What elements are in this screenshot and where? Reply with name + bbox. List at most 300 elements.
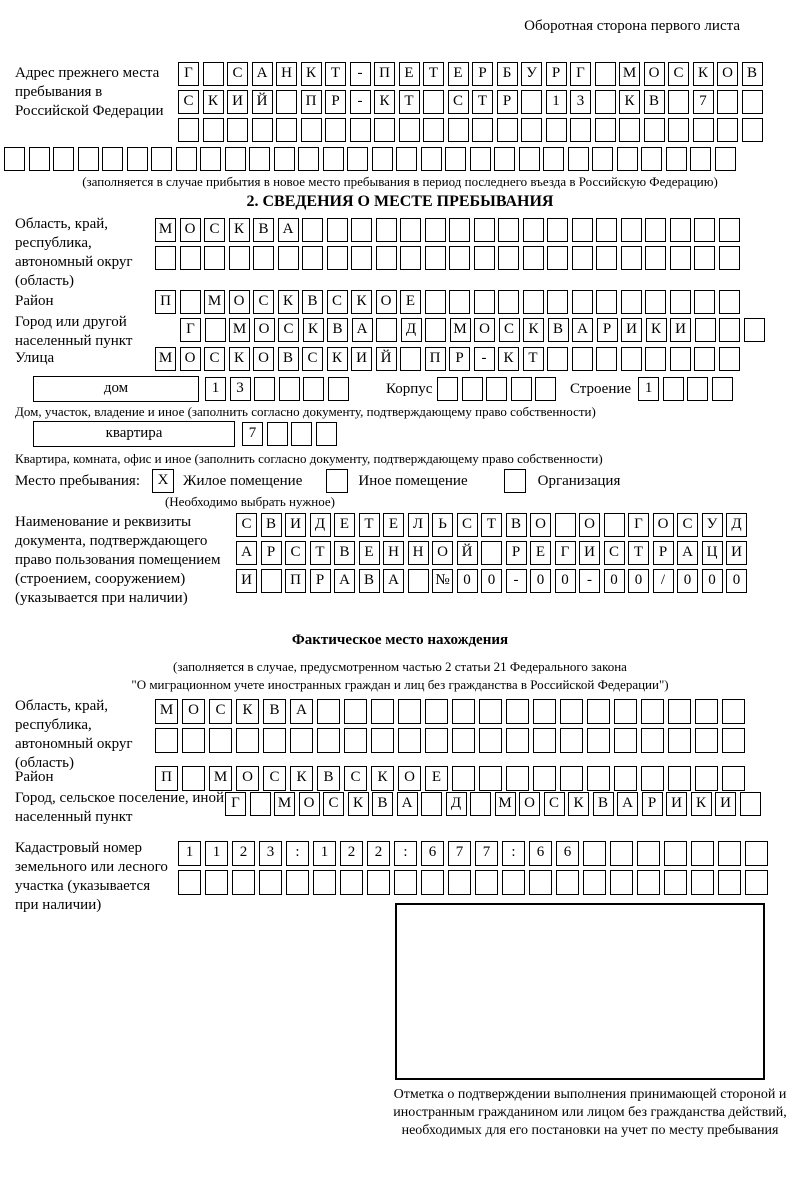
- char-cell[interactable]: [691, 870, 714, 895]
- char-cell[interactable]: В: [278, 347, 299, 371]
- char-cell[interactable]: 1: [313, 841, 336, 866]
- char-cell[interactable]: Р: [653, 541, 674, 565]
- char-cell[interactable]: [448, 870, 471, 895]
- char-cell[interactable]: [572, 347, 593, 371]
- char-cell[interactable]: [317, 728, 340, 753]
- char-cell[interactable]: П: [155, 766, 178, 791]
- char-cell[interactable]: [481, 541, 502, 565]
- char-cell[interactable]: П: [285, 569, 306, 593]
- char-cell[interactable]: О: [717, 62, 738, 86]
- char-cell[interactable]: [448, 118, 469, 142]
- char-cell[interactable]: [498, 218, 519, 242]
- char-cell[interactable]: [664, 870, 687, 895]
- char-cell[interactable]: [351, 246, 372, 270]
- char-cell[interactable]: [521, 90, 542, 114]
- char-cell[interactable]: [694, 290, 715, 314]
- char-cell[interactable]: О: [180, 218, 201, 242]
- char-cell[interactable]: [408, 569, 429, 593]
- char-cell[interactable]: [687, 377, 708, 401]
- char-cell[interactable]: С: [448, 90, 469, 114]
- char-cell[interactable]: О: [182, 699, 205, 724]
- char-cell[interactable]: :: [286, 841, 309, 866]
- char-cell[interactable]: [592, 147, 613, 171]
- char-cell[interactable]: 7: [475, 841, 498, 866]
- char-cell[interactable]: Е: [334, 513, 355, 537]
- char-cell[interactable]: [425, 218, 446, 242]
- char-cell[interactable]: Р: [472, 62, 493, 86]
- char-cell[interactable]: [151, 147, 172, 171]
- char-cell[interactable]: [596, 218, 617, 242]
- char-cell[interactable]: [344, 699, 367, 724]
- char-cell[interactable]: [506, 728, 529, 753]
- char-cell[interactable]: 2: [340, 841, 363, 866]
- char-cell[interactable]: И: [351, 347, 372, 371]
- char-cell[interactable]: [479, 766, 502, 791]
- char-cell[interactable]: [437, 377, 458, 401]
- char-cell[interactable]: [533, 766, 556, 791]
- char-cell[interactable]: 3: [230, 377, 251, 401]
- char-cell[interactable]: [182, 728, 205, 753]
- char-cell[interactable]: [479, 699, 502, 724]
- char-cell[interactable]: [547, 246, 568, 270]
- char-cell[interactable]: [209, 728, 232, 753]
- char-cell[interactable]: [587, 766, 610, 791]
- char-cell[interactable]: [399, 118, 420, 142]
- char-cell[interactable]: К: [523, 318, 544, 342]
- char-cell[interactable]: С: [302, 347, 323, 371]
- char-cell[interactable]: М: [155, 347, 176, 371]
- char-cell[interactable]: [421, 147, 442, 171]
- char-cell[interactable]: [645, 290, 666, 314]
- char-cell[interactable]: [690, 147, 711, 171]
- char-cell[interactable]: 1: [546, 90, 567, 114]
- char-cell[interactable]: А: [252, 62, 273, 86]
- char-cell[interactable]: 0: [677, 569, 698, 593]
- char-cell[interactable]: [722, 728, 745, 753]
- char-cell[interactable]: [316, 422, 337, 446]
- char-cell[interactable]: К: [693, 62, 714, 86]
- char-cell[interactable]: П: [155, 290, 176, 314]
- char-cell[interactable]: [543, 147, 564, 171]
- char-cell[interactable]: С: [344, 766, 367, 791]
- char-cell[interactable]: [425, 246, 446, 270]
- char-cell[interactable]: Р: [642, 792, 663, 816]
- char-cell[interactable]: В: [263, 699, 286, 724]
- char-cell[interactable]: К: [351, 290, 372, 314]
- char-cell[interactable]: Д: [726, 513, 747, 537]
- char-cell[interactable]: [719, 347, 740, 371]
- char-cell[interactable]: Й: [376, 347, 397, 371]
- char-cell[interactable]: [286, 870, 309, 895]
- char-cell[interactable]: С: [227, 62, 248, 86]
- char-cell[interactable]: [614, 699, 637, 724]
- char-cell[interactable]: И: [715, 792, 736, 816]
- char-cell[interactable]: [506, 766, 529, 791]
- char-cell[interactable]: [425, 728, 448, 753]
- char-cell[interactable]: [719, 290, 740, 314]
- char-cell[interactable]: Г: [570, 62, 591, 86]
- char-cell[interactable]: [180, 246, 201, 270]
- char-cell[interactable]: М: [155, 699, 178, 724]
- char-cell[interactable]: [250, 792, 271, 816]
- char-cell[interactable]: [351, 218, 372, 242]
- char-cell[interactable]: Н: [276, 62, 297, 86]
- char-cell[interactable]: [595, 62, 616, 86]
- char-cell[interactable]: [302, 218, 323, 242]
- char-cell[interactable]: 0: [457, 569, 478, 593]
- char-cell[interactable]: К: [203, 90, 224, 114]
- char-cell[interactable]: 1: [178, 841, 201, 866]
- char-cell[interactable]: [596, 347, 617, 371]
- char-cell[interactable]: Й: [457, 541, 478, 565]
- char-cell[interactable]: К: [498, 347, 519, 371]
- char-cell[interactable]: 3: [570, 90, 591, 114]
- char-cell[interactable]: [449, 246, 470, 270]
- char-cell[interactable]: [452, 699, 475, 724]
- char-cell[interactable]: [290, 728, 313, 753]
- char-cell[interactable]: Е: [383, 513, 404, 537]
- char-cell[interactable]: М: [209, 766, 232, 791]
- char-cell[interactable]: [178, 118, 199, 142]
- char-cell[interactable]: [229, 246, 250, 270]
- char-cell[interactable]: [614, 766, 637, 791]
- char-cell[interactable]: О: [180, 347, 201, 371]
- char-cell[interactable]: [254, 377, 275, 401]
- char-cell[interactable]: [556, 870, 579, 895]
- char-cell[interactable]: [610, 841, 633, 866]
- char-cell[interactable]: [719, 318, 740, 342]
- char-cell[interactable]: [445, 147, 466, 171]
- char-cell[interactable]: К: [568, 792, 589, 816]
- char-cell[interactable]: С: [544, 792, 565, 816]
- char-cell[interactable]: Т: [523, 347, 544, 371]
- char-cell[interactable]: И: [670, 318, 691, 342]
- char-cell[interactable]: [400, 347, 421, 371]
- char-cell[interactable]: С: [263, 766, 286, 791]
- char-cell[interactable]: А: [236, 541, 257, 565]
- char-cell[interactable]: [227, 118, 248, 142]
- char-cell[interactable]: [523, 218, 544, 242]
- char-cell[interactable]: [449, 290, 470, 314]
- char-cell[interactable]: А: [334, 569, 355, 593]
- char-cell[interactable]: Е: [399, 62, 420, 86]
- char-cell[interactable]: 7: [242, 422, 263, 446]
- char-cell[interactable]: С: [285, 541, 306, 565]
- char-cell[interactable]: Г: [225, 792, 246, 816]
- char-cell[interactable]: К: [691, 792, 712, 816]
- char-cell[interactable]: И: [236, 569, 257, 593]
- char-cell[interactable]: О: [229, 290, 250, 314]
- char-cell[interactable]: [452, 766, 475, 791]
- char-cell[interactable]: [560, 699, 583, 724]
- char-cell[interactable]: [511, 377, 532, 401]
- char-cell[interactable]: [715, 147, 736, 171]
- char-cell[interactable]: [670, 347, 691, 371]
- char-cell[interactable]: [694, 218, 715, 242]
- char-cell[interactable]: Г: [555, 541, 576, 565]
- char-cell[interactable]: [301, 118, 322, 142]
- char-cell[interactable]: [425, 290, 446, 314]
- char-cell[interactable]: [249, 147, 270, 171]
- char-cell[interactable]: [717, 90, 738, 114]
- char-cell[interactable]: [394, 870, 417, 895]
- char-cell[interactable]: [694, 347, 715, 371]
- char-cell[interactable]: [621, 246, 642, 270]
- char-cell[interactable]: М: [155, 218, 176, 242]
- char-cell[interactable]: [425, 318, 446, 342]
- char-cell[interactable]: [498, 246, 519, 270]
- char-cell[interactable]: К: [646, 318, 667, 342]
- char-cell[interactable]: О: [254, 318, 275, 342]
- char-cell[interactable]: [205, 870, 228, 895]
- char-cell[interactable]: [252, 118, 273, 142]
- char-cell[interactable]: [695, 318, 716, 342]
- char-cell[interactable]: У: [521, 62, 542, 86]
- char-cell[interactable]: [619, 118, 640, 142]
- char-cell[interactable]: А: [290, 699, 313, 724]
- char-cell[interactable]: [641, 147, 662, 171]
- char-cell[interactable]: [668, 728, 691, 753]
- char-cell[interactable]: [472, 118, 493, 142]
- char-cell[interactable]: [570, 118, 591, 142]
- char-cell[interactable]: [182, 766, 205, 791]
- char-cell[interactable]: [641, 766, 664, 791]
- char-cell[interactable]: [740, 792, 761, 816]
- char-cell[interactable]: 0: [555, 569, 576, 593]
- char-cell[interactable]: Ь: [432, 513, 453, 537]
- char-cell[interactable]: Ц: [702, 541, 723, 565]
- char-cell[interactable]: В: [506, 513, 527, 537]
- char-cell[interactable]: [587, 699, 610, 724]
- char-cell[interactable]: [340, 870, 363, 895]
- char-cell[interactable]: [398, 699, 421, 724]
- char-cell[interactable]: К: [278, 290, 299, 314]
- char-cell[interactable]: [555, 513, 576, 537]
- char-cell[interactable]: [717, 118, 738, 142]
- char-cell[interactable]: [621, 218, 642, 242]
- char-cell[interactable]: [668, 699, 691, 724]
- char-cell[interactable]: 7: [448, 841, 471, 866]
- char-cell[interactable]: [502, 870, 525, 895]
- char-cell[interactable]: С: [178, 90, 199, 114]
- char-cell[interactable]: К: [290, 766, 313, 791]
- char-cell[interactable]: А: [397, 792, 418, 816]
- char-cell[interactable]: 6: [529, 841, 552, 866]
- char-cell[interactable]: Е: [359, 541, 380, 565]
- char-cell[interactable]: [261, 569, 282, 593]
- char-cell[interactable]: К: [229, 218, 250, 242]
- char-cell[interactable]: [670, 290, 691, 314]
- char-cell[interactable]: [621, 290, 642, 314]
- char-cell[interactable]: [470, 147, 491, 171]
- char-cell[interactable]: К: [374, 90, 395, 114]
- char-cell[interactable]: Л: [408, 513, 429, 537]
- char-cell[interactable]: [506, 699, 529, 724]
- char-cell[interactable]: Й: [252, 90, 273, 114]
- char-cell[interactable]: К: [619, 90, 640, 114]
- char-cell[interactable]: [155, 728, 178, 753]
- char-cell[interactable]: М: [619, 62, 640, 86]
- char-cell[interactable]: Б: [497, 62, 518, 86]
- char-cell[interactable]: [313, 870, 336, 895]
- char-cell[interactable]: [396, 147, 417, 171]
- char-cell[interactable]: С: [204, 347, 225, 371]
- char-cell[interactable]: -: [579, 569, 600, 593]
- char-cell[interactable]: В: [327, 318, 348, 342]
- char-cell[interactable]: [547, 347, 568, 371]
- char-cell[interactable]: [155, 246, 176, 270]
- char-cell[interactable]: [470, 792, 491, 816]
- char-cell[interactable]: М: [495, 792, 516, 816]
- char-cell[interactable]: С: [204, 218, 225, 242]
- char-cell[interactable]: 0: [726, 569, 747, 593]
- char-cell[interactable]: [742, 118, 763, 142]
- char-cell[interactable]: В: [261, 513, 282, 537]
- char-cell[interactable]: 1: [205, 841, 228, 866]
- char-cell[interactable]: [668, 118, 689, 142]
- char-cell[interactable]: П: [425, 347, 446, 371]
- char-cell[interactable]: Е: [530, 541, 551, 565]
- char-cell[interactable]: П: [374, 62, 395, 86]
- char-cell[interactable]: [498, 290, 519, 314]
- char-cell[interactable]: 0: [481, 569, 502, 593]
- char-cell[interactable]: С: [236, 513, 257, 537]
- char-cell[interactable]: [486, 377, 507, 401]
- char-cell[interactable]: Т: [359, 513, 380, 537]
- char-cell[interactable]: О: [253, 347, 274, 371]
- char-cell[interactable]: С: [209, 699, 232, 724]
- char-cell[interactable]: К: [301, 62, 322, 86]
- char-cell[interactable]: [452, 728, 475, 753]
- char-cell[interactable]: 0: [628, 569, 649, 593]
- char-cell[interactable]: В: [644, 90, 665, 114]
- char-cell[interactable]: [645, 347, 666, 371]
- char-cell[interactable]: [497, 118, 518, 142]
- char-cell[interactable]: Р: [546, 62, 567, 86]
- char-cell[interactable]: [474, 290, 495, 314]
- char-cell[interactable]: [547, 290, 568, 314]
- char-cell[interactable]: [587, 728, 610, 753]
- char-cell[interactable]: В: [334, 541, 355, 565]
- char-cell[interactable]: О: [579, 513, 600, 537]
- char-cell[interactable]: [371, 699, 394, 724]
- char-cell[interactable]: В: [742, 62, 763, 86]
- char-cell[interactable]: Р: [325, 90, 346, 114]
- char-cell[interactable]: И: [227, 90, 248, 114]
- char-cell[interactable]: [596, 290, 617, 314]
- checkbox-residential[interactable]: X: [152, 469, 174, 493]
- char-cell[interactable]: [718, 870, 741, 895]
- char-cell[interactable]: [276, 118, 297, 142]
- char-cell[interactable]: [303, 377, 324, 401]
- char-cell[interactable]: 0: [530, 569, 551, 593]
- char-cell[interactable]: Н: [408, 541, 429, 565]
- char-cell[interactable]: [474, 246, 495, 270]
- char-cell[interactable]: О: [530, 513, 551, 537]
- char-cell[interactable]: [595, 90, 616, 114]
- char-cell[interactable]: [344, 728, 367, 753]
- char-cell[interactable]: Т: [628, 541, 649, 565]
- char-cell[interactable]: [546, 118, 567, 142]
- char-cell[interactable]: [533, 728, 556, 753]
- char-cell[interactable]: Г: [178, 62, 199, 86]
- char-cell[interactable]: К: [327, 347, 348, 371]
- char-cell[interactable]: Р: [261, 541, 282, 565]
- char-cell[interactable]: [637, 841, 660, 866]
- char-cell[interactable]: [423, 118, 444, 142]
- char-cell[interactable]: [398, 728, 421, 753]
- char-cell[interactable]: А: [572, 318, 593, 342]
- char-cell[interactable]: [595, 118, 616, 142]
- char-cell[interactable]: [400, 246, 421, 270]
- char-cell[interactable]: К: [303, 318, 324, 342]
- char-cell[interactable]: [604, 513, 625, 537]
- char-cell[interactable]: [494, 147, 515, 171]
- char-cell[interactable]: 2: [232, 841, 255, 866]
- char-cell[interactable]: [347, 147, 368, 171]
- char-cell[interactable]: [712, 377, 733, 401]
- char-cell[interactable]: Р: [497, 90, 518, 114]
- char-cell[interactable]: [479, 728, 502, 753]
- char-cell[interactable]: И: [666, 792, 687, 816]
- char-cell[interactable]: Д: [401, 318, 422, 342]
- char-cell[interactable]: [317, 699, 340, 724]
- char-cell[interactable]: [4, 147, 25, 171]
- char-cell[interactable]: 3: [259, 841, 282, 866]
- char-cell[interactable]: 2: [367, 841, 390, 866]
- char-cell[interactable]: [236, 728, 259, 753]
- char-cell[interactable]: С: [323, 792, 344, 816]
- char-cell[interactable]: И: [285, 513, 306, 537]
- char-cell[interactable]: О: [236, 766, 259, 791]
- char-cell[interactable]: К: [229, 347, 250, 371]
- char-cell[interactable]: [745, 841, 768, 866]
- char-cell[interactable]: [425, 699, 448, 724]
- char-cell[interactable]: И: [621, 318, 642, 342]
- char-cell[interactable]: [519, 147, 540, 171]
- char-cell[interactable]: [641, 728, 664, 753]
- char-cell[interactable]: 1: [205, 377, 226, 401]
- char-cell[interactable]: [691, 841, 714, 866]
- char-cell[interactable]: [327, 246, 348, 270]
- char-cell[interactable]: А: [617, 792, 638, 816]
- char-cell[interactable]: [644, 118, 665, 142]
- char-cell[interactable]: [719, 246, 740, 270]
- char-cell[interactable]: [641, 699, 664, 724]
- char-cell[interactable]: [371, 728, 394, 753]
- char-cell[interactable]: -: [474, 347, 495, 371]
- char-cell[interactable]: С: [457, 513, 478, 537]
- char-cell[interactable]: [610, 870, 633, 895]
- char-cell[interactable]: М: [204, 290, 225, 314]
- char-cell[interactable]: К: [371, 766, 394, 791]
- char-cell[interactable]: [400, 218, 421, 242]
- char-cell[interactable]: И: [726, 541, 747, 565]
- char-cell[interactable]: [302, 246, 323, 270]
- char-cell[interactable]: [718, 841, 741, 866]
- char-cell[interactable]: [372, 147, 393, 171]
- char-cell[interactable]: Е: [400, 290, 421, 314]
- char-cell[interactable]: -: [350, 62, 371, 86]
- char-cell[interactable]: Н: [383, 541, 404, 565]
- char-cell[interactable]: 6: [421, 841, 444, 866]
- char-cell[interactable]: [350, 118, 371, 142]
- char-cell[interactable]: О: [644, 62, 665, 86]
- checkbox-other-premises[interactable]: [326, 469, 348, 493]
- char-cell[interactable]: О: [398, 766, 421, 791]
- char-cell[interactable]: Е: [425, 766, 448, 791]
- char-cell[interactable]: [29, 147, 50, 171]
